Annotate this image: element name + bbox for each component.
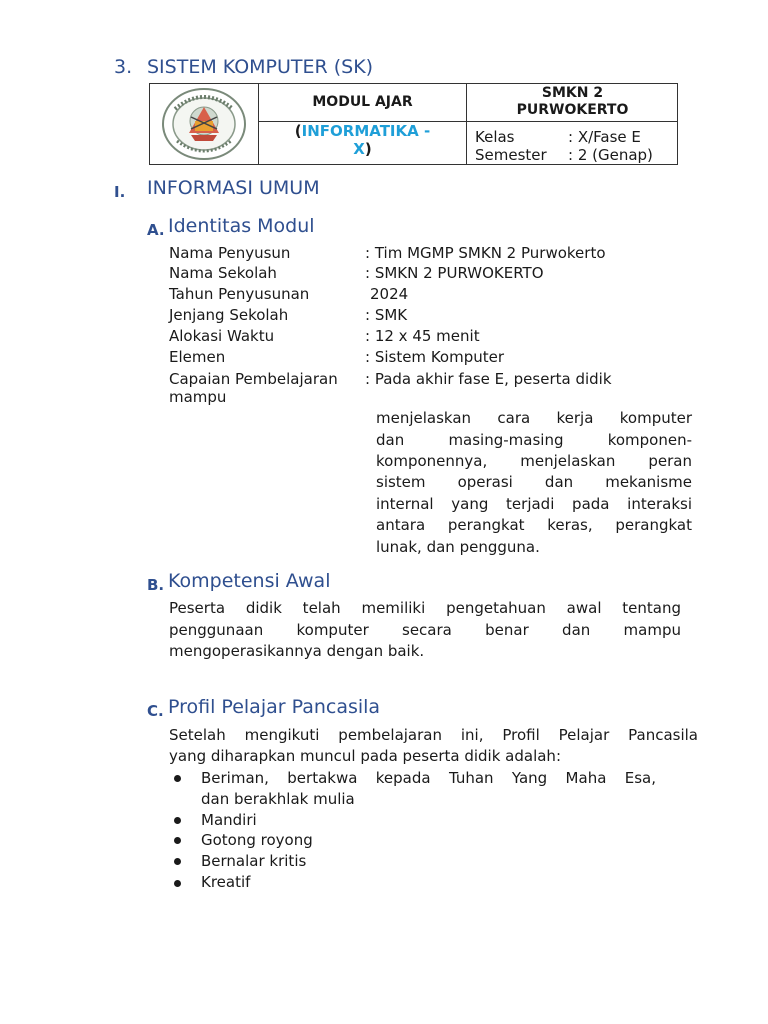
identity-label: Tahun Penyusunan [169,285,310,303]
capaian-line: dan masing-masing komponen- [376,431,692,449]
subject-name-part2: X [353,140,365,158]
subject-line1 [259,122,466,141]
capaian-first-line: : Pada akhir fase E, peserta didik [365,370,612,388]
capaian-label: Capaian Pembelajaran [169,370,338,388]
partC-letter: C. [147,702,164,720]
partB-title: Kompetensi Awal [168,570,331,592]
bullet-icon [174,880,181,887]
capaian-wrap: mampu [169,388,227,406]
identity-value: : 12 x 45 menit [365,327,480,345]
identity-label: Nama Penyusun [169,244,291,262]
identity-label: Alokasi Waktu [169,327,275,345]
school-logo [150,84,258,164]
subject-name-part1: INFORMATIKA - [301,122,431,140]
semester-label: Semester [475,146,547,164]
profil-intro-line: yang diharapkan muncul pada peserta didik adalah: [169,747,561,765]
list-item: Mandiri [201,811,257,829]
kompetensi-line: mengoperasikannya dengan baik. [169,642,425,660]
capaian-line: komponennya, menjelaskan peran [376,452,692,470]
school-name-line2: PURWOKERTO [516,102,629,118]
list-item: Bernalar kritis [201,852,307,870]
module-header-table [149,83,678,165]
kompetensi-line: penggunaan komputer secara benar dan mampu [169,621,681,639]
capaian-line: antara perangkat keras, perangkat [376,516,692,534]
capaian-line: sistem operasi dan mekanisme [376,473,692,491]
subject-paren-open: ( [294,122,302,140]
kelas-label: Kelas [475,128,515,146]
list-item: Beriman, bertakwa kepada Tuhan Yang Maha Esa, [201,769,656,787]
identity-value: : Tim MGMP SMKN 2 Purwokerto [365,244,606,262]
identity-label: Jenjang Sekolah [169,306,289,324]
capaian-line: menjelaskan cara kerja komputer [376,409,692,427]
profil-intro-line: Setelah mengikuti pembelajaran ini, Profil Pelajar Pancasila [169,726,698,744]
identity-value: : Sistem Komputer [365,348,504,366]
bullet-icon [174,817,181,824]
school-logo-icon [161,87,247,161]
kompetensi-line: Peserta didik telah memiliki pengetahuan awal tentang [169,599,681,617]
bullet-icon [174,775,181,782]
bullet-icon [174,858,181,865]
semester-value: : 2 (Genap) [568,146,653,164]
list-item: Kreatif [201,873,251,891]
list-item: Gotong royong [201,831,313,849]
identity-value: : SMKN 2 PURWOKERTO [365,264,544,282]
subject-paren-close: ) [364,140,372,158]
part1-title: INFORMASI UMUM [147,177,320,199]
part1-numeral: I. [114,183,126,201]
section-number: 3. [114,56,133,78]
list-item-continuation: dan berakhlak mulia [201,790,355,808]
bullet-icon [174,837,181,844]
identity-label: Nama Sekolah [169,264,277,282]
modul-ajar-label: MODUL AJAR [312,94,413,110]
kelas-value: : X/Fase E [568,128,641,146]
partA-title: Identitas Modul [168,215,315,237]
identity-label: Elemen [169,348,226,366]
capaian-line: lunak, dan pengguna. [376,538,540,556]
school-name-line1: SMKN 2 [541,85,604,101]
partB-letter: B. [147,576,165,594]
identity-value: : SMK [365,306,408,324]
partA-letter: A. [147,221,165,239]
partC-title: Profil Pelajar Pancasila [168,696,381,718]
subject-line2 [259,140,466,159]
section-title: SISTEM KOMPUTER (SK) [147,56,374,78]
capaian-line: internal yang terjadi pada interaksi [376,495,692,513]
identity-value: 2024 [370,285,409,303]
